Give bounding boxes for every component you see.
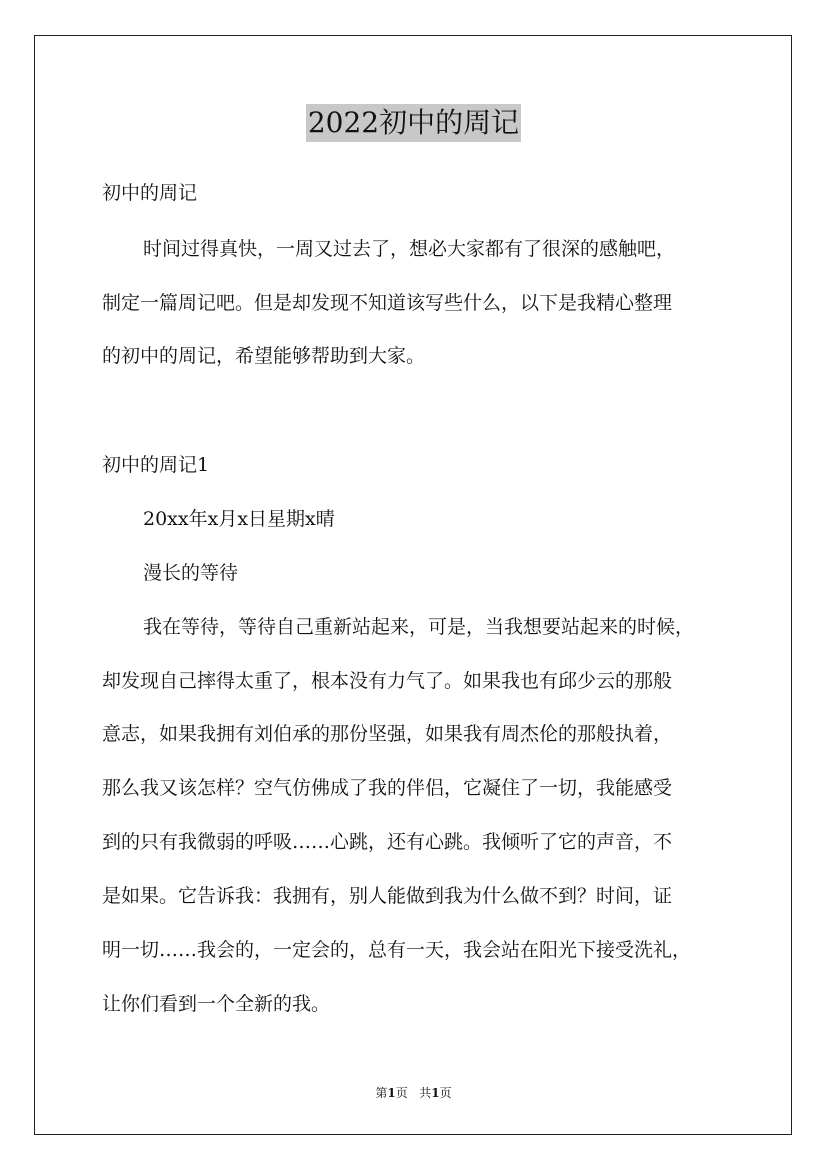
- page-label-prefix: 第: [375, 1086, 388, 1100]
- page-number: 1: [387, 1086, 396, 1100]
- body-line: 到的只有我微弱的呼吸……心跳，还有心跳。我倾听了它的声音，不: [102, 831, 673, 853]
- page-footer: [0, 1085, 827, 1101]
- date-line: 20xx年x月x日星期x晴: [143, 508, 335, 530]
- body-line: 让你们看到一个全新的我。: [102, 993, 331, 1015]
- body-line: 明一切……我会的，一定会的，总有一天，我会站在阳光下接受洗礼，: [102, 939, 692, 961]
- essay-title: 漫长的等待: [143, 562, 239, 584]
- section-heading: 初中的周记1: [102, 454, 210, 476]
- intro-line: 时间过得真快，一周又过去了，想必大家都有了很深的感触吧，: [143, 238, 676, 260]
- body-line: 我在等待，等待自己重新站起来，可是，当我想要站起来的时候，: [143, 616, 695, 638]
- intro-line: 的初中的周记，希望能够帮助到大家。: [102, 345, 426, 367]
- body-line: 那么我又该怎样？空气仿佛成了我的伴侣，它凝住了一切，我能感受: [102, 777, 673, 799]
- total-pages: 1: [431, 1086, 440, 1100]
- title-container: [0, 104, 827, 142]
- body-line: 是如果。它告诉我：我拥有，别人能做到我为什么做不到？时间，证: [102, 885, 673, 907]
- document-heading: 初中的周记: [102, 182, 198, 204]
- body-line: 意志，如果我拥有刘伯承的那份坚强，如果我有周杰伦的那般执着，: [102, 723, 673, 745]
- total-prefix: 共: [419, 1086, 432, 1100]
- page-label-suffix: 页: [395, 1086, 408, 1100]
- total-suffix: 页: [439, 1086, 452, 1100]
- body-line: 却发现自己摔得太重了，根本没有力气了。如果我也有邱少云的那般: [102, 670, 673, 692]
- intro-line: 制定一篇周记吧。但是却发现不知道该写些什么，以下是我精心整理: [102, 292, 673, 314]
- document-title: 2022初中的周记: [306, 104, 521, 142]
